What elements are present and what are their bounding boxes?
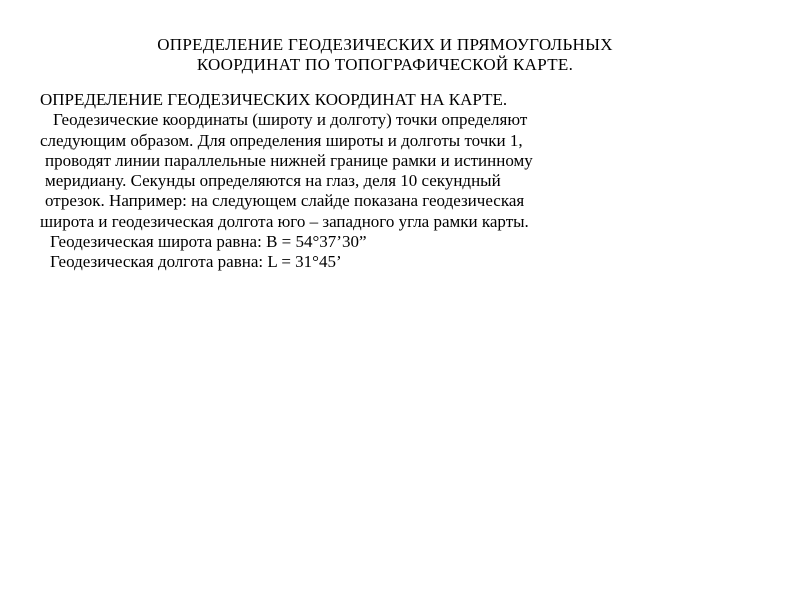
slide-body [0, 90, 800, 273]
longitude-line: Геодезическая долгота равна: L = 31°45’ [50, 252, 342, 272]
paragraph-line-1: Геодезические координаты (широту и долготу) точки определяют [53, 110, 528, 130]
latitude-line: Геодезическая широта равна: В = 54°37’30” [50, 232, 367, 252]
paragraph-line-6: широта и геодезическая долгота юго – западного угла рамки карты. [40, 211, 529, 231]
slide-title [0, 35, 770, 75]
slide-title-line-2: КООРДИНАТ ПО ТОПОГРАФИЧЕСКОЙ КАРТЕ. [196, 55, 574, 74]
paragraph-line-2: следующим образом. Для определения широты и долготы точки 1, [40, 130, 523, 150]
paragraph-line-5: отрезок. Например: на следующем слайде показана геодезическая [45, 191, 525, 211]
paragraph-line-3: проводят линии параллельные нижней границе рамки и истинному [45, 150, 533, 170]
section-heading: ОПРЕДЕЛЕНИЕ ГЕОДЕЗИЧЕСКИХ КООРДИНАТ НА КАРТЕ. [40, 90, 508, 109]
paragraph-line-4: меридиану. Секунды определяются на глаз, деля 10 секундный [45, 171, 501, 191]
slide-title-line-1: ОПРЕДЕЛЕНИЕ ГЕОДЕЗИЧЕСКИХ И ПРЯМОУГОЛЬНЫХ [157, 35, 613, 54]
